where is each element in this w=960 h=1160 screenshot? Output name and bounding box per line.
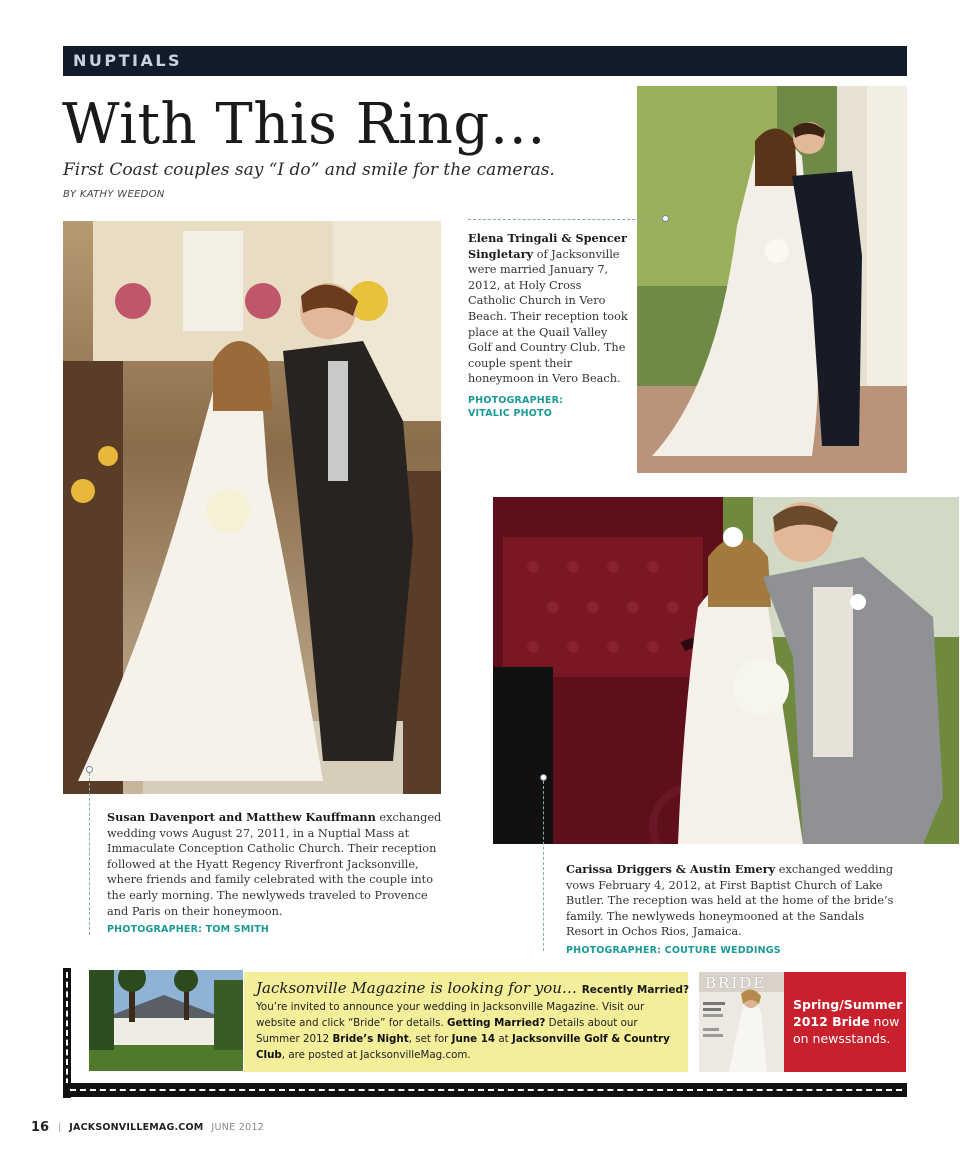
byline: BY KATHY WEEDON — [63, 189, 165, 200]
caption-driggers-emery — [566, 862, 902, 957]
cover-masthead: BRIDE — [705, 974, 767, 992]
couple-names: Carissa Driggers & Austin Emery — [566, 862, 776, 876]
caption-leader — [89, 773, 90, 935]
couple-story: exchanged wedding vows February 4, 2012, at First Baptist Church of Lake Butler. The reception was held at the home of the bride’s family. The newlyweds honeymooned at the Sandals Resort in Ochos Rios, Jamaica. — [566, 863, 894, 939]
caption-tringali-singletary — [468, 231, 628, 420]
promo-event-date: June 14 — [451, 1033, 496, 1045]
photographer-label: PHOTOGRAPHER: — [468, 394, 564, 406]
photographer-name: COUTURE WEDDINGS — [664, 944, 781, 956]
promo-line2d: , are posted at JacksonvilleMag.com. — [281, 1049, 471, 1061]
footer-separator: | — [58, 1122, 62, 1133]
photographer-name: VITALIC PHOTO — [468, 407, 552, 419]
promo-frame-dash — [66, 972, 68, 1094]
page-footer — [31, 1120, 264, 1135]
caption-leader — [543, 781, 544, 951]
promo-getting-married: Getting Married? — [447, 1017, 546, 1029]
promo-line2c: at — [498, 1033, 509, 1045]
promo-newsstand — [784, 972, 906, 1072]
photographer-credit — [566, 944, 902, 957]
promo-announcement — [244, 972, 688, 1072]
couple-story: exchanged wedding vows August 27, 2011, in a Nuptial Mass at Immaculate Conception Catholic Church. Their reception followed at the Hyatt Regency Riverfront Jacksonville, where friends and family celebrated with the couple into the early morning. The newlyweds traveled to Provence and Paris on their honeymoon. — [107, 811, 442, 918]
footer-date: JUNE 2012 — [211, 1122, 265, 1133]
caption-leader-dot — [662, 215, 669, 222]
promo-frame-dash — [70, 1089, 902, 1091]
caption-davenport-kauffmann — [107, 810, 443, 936]
promo-recently-married: Recently Married? — [581, 984, 690, 996]
photographer-credit — [468, 394, 628, 420]
promo-body — [256, 999, 676, 1063]
couple-names: Elena Tringali & Spencer Singletary — [468, 231, 627, 261]
promo-line2b: , set for — [408, 1033, 449, 1045]
promo-headline: Jacksonville Magazine is looking for you… — [256, 979, 577, 997]
photographer-name: TOM SMITH — [205, 924, 270, 936]
photographer-credit — [107, 923, 443, 936]
promo-red-bold: Spring/Summer 2012 Bride — [793, 997, 903, 1029]
promo-red-rest: now on newsstands. — [793, 1014, 900, 1046]
caption-leader-dot — [540, 774, 547, 781]
caption-leader-dot — [86, 766, 93, 773]
photo-tringali-singletary — [637, 86, 907, 473]
bride-magazine-cover — [699, 972, 784, 1072]
couple-names: Susan Davenport and Matthew Kauffmann — [107, 810, 376, 824]
article-subtitle: First Coast couples say “I do” and smile for the cameras. — [63, 160, 555, 180]
page-number: 16 — [31, 1120, 50, 1135]
photo-driggers-emery — [493, 497, 959, 844]
footer-site: JACKSONVILLEMAG.COM — [69, 1122, 204, 1133]
article-title: With This Ring… — [62, 92, 547, 157]
caption-leader — [468, 219, 665, 220]
promo-line2a: Details about our Summer 2012 — [256, 1017, 638, 1045]
promo-venue: Jacksonville Golf & Country Club — [256, 1033, 670, 1061]
promo-brides-night: Bride’s Night — [332, 1033, 409, 1045]
section-label: NUPTIALS — [73, 51, 183, 70]
promo-line1: You’re invited to announce your wedding in Jacksonville Magazine. Visit our website and click “Bride” for details. — [256, 1001, 645, 1029]
photo-davenport-kauffmann — [63, 221, 441, 794]
promo-golf-club-photo — [89, 970, 243, 1071]
section-bar — [63, 46, 907, 76]
couple-story: of Jacksonville were married January 7, 2012, at Holy Cross Catholic Church in Vero Beach. Their reception took place at the Quail Valley Golf and Country Club. The couple spent their honeymoon in Vero Beach. — [468, 247, 628, 386]
promo-headline-line — [256, 979, 690, 997]
photographer-label: PHOTOGRAPHER: — [107, 924, 203, 936]
photographer-label: PHOTOGRAPHER: — [566, 944, 662, 956]
